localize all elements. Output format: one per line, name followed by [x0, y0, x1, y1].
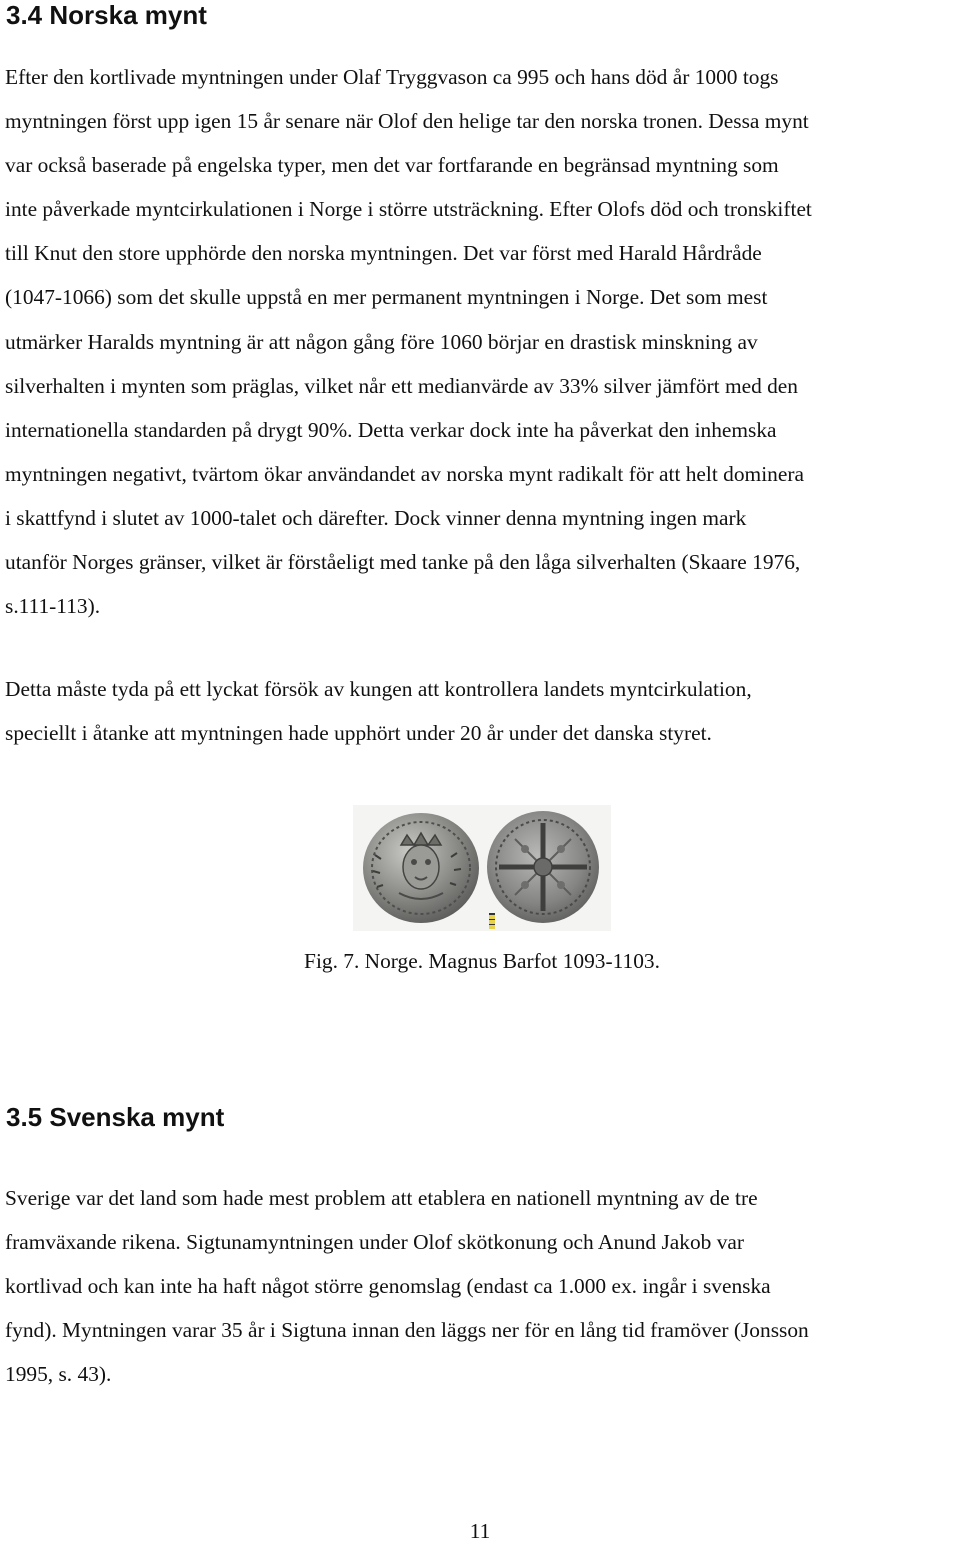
paragraph-sweden-history	[5, 1176, 959, 1396]
text-line: inte påverkade myntcirkulationen i Norge i större utsträckning. Efter Olofs död och tronskiftet	[5, 197, 812, 222]
text-line: framväxande rikena. Sigtunamyntningen under Olof skötkonung och Anund Jakob var	[5, 1230, 745, 1255]
text-line: myntningen först upp igen 15 år senare när Olof den helige tar den norska tronen. Dessa mynt	[5, 109, 809, 134]
paragraph-norway-conclusion	[5, 667, 959, 755]
text-line: s.111-113).	[5, 594, 101, 619]
text-line: utanför Norges gränser, vilket är förståeligt med tanke på den låga silverhalten (Skaare 1976,	[5, 550, 801, 575]
section-heading-norska-mynt: 3.4 Norska mynt	[6, 0, 207, 30]
coin-obverse	[363, 813, 479, 923]
coin-photograph	[353, 805, 611, 931]
text-line: internationella standarden på drygt 90%. Detta verkar dock inte ha påverkat den inhemska	[5, 417, 777, 442]
text-line: Efter den kortlivade myntningen under Olaf Tryggvason ca 995 och hans död år 1000 togs	[5, 65, 779, 89]
text-line: silverhalten i mynten som präglas, vilket når ett medianvärde av 33% silver jämfört med den	[5, 373, 798, 398]
text-line: (1047-1066) som det skulle uppstå en mer permanent myntningen i Norge. Det som mest	[5, 285, 768, 310]
text-line: myntningen negativt, tvärtom ökar användandet av norska mynt radikalt för att helt dominera	[5, 461, 804, 486]
text-line: 1995, s. 43).	[5, 1362, 112, 1387]
text-line: Sverige var det land som hade mest problem att etablera en nationell myntning av de tre	[5, 1186, 758, 1210]
text-line: fynd). Myntningen varar 35 år i Sigtuna innan den läggs ner för en lång tid framöver (Jonsson	[5, 1318, 809, 1343]
measuring-scale	[489, 913, 495, 929]
text-line: speciellt i åtanke att myntningen hade upphört under 20 år under det danska styret.	[5, 721, 712, 746]
paragraph-norway-history	[5, 55, 959, 628]
text-line: till Knut den store upphörde den norska myntningen. Det var först med Harald Hårdråde	[5, 241, 762, 266]
text-line: kortlivad och kan inte ha haft något större genomslag (endast ca 1.000 ex. ingår i svenska	[5, 1274, 771, 1299]
section-heading-svenska-mynt: 3.5 Svenska mynt	[6, 1102, 225, 1132]
text-line: i skattfynd i slutet av 1000-talet och därefter. Dock vinner denna myntning ingen mark	[5, 505, 747, 530]
coin-reverse	[487, 811, 599, 923]
text-line: Detta måste tyda på ett lyckat försök av kungen att kontrollera landets myntcirkulation,	[5, 677, 752, 701]
coin-image	[353, 805, 611, 931]
figure-caption: Fig. 7. Norge. Magnus Barfot 1093-1103.	[304, 949, 660, 973]
text-line: var också baserade på engelska typer, men det var fortfarande en begränsad myntning som	[5, 153, 779, 178]
text-line: utmärker Haralds myntning är att någon gång före 1060 börjar en drastisk minskning av	[5, 329, 758, 354]
page-number: 11	[469, 1519, 491, 1543]
